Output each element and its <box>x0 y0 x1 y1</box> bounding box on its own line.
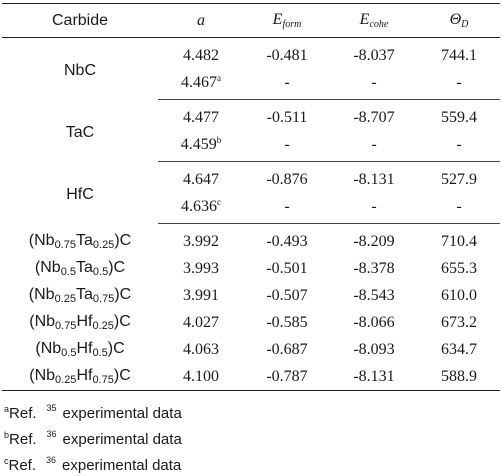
cell-e-cohe: -8.707 <box>353 108 395 126</box>
carbide-name-hfc: HfC <box>66 185 94 203</box>
exp-a-value: 4.467 <box>181 74 217 91</box>
cell-e-cohe: -8.093 <box>353 340 395 358</box>
header-e-symbol: E <box>272 11 283 28</box>
cell-e-form: -0.787 <box>244 363 330 391</box>
cell-theta: 634.7 <box>441 340 477 358</box>
table-row-tac-calc <box>2 100 500 132</box>
header-lattice-constant <box>158 4 244 38</box>
cell-theta: 710.4 <box>441 232 477 250</box>
footnote-marker: c <box>217 197 221 207</box>
cell-a-exp <box>158 131 244 162</box>
formula-part: (Nb <box>29 367 56 384</box>
formula-subscript: 0.5 <box>61 347 77 359</box>
formula-subscript: 0.25 <box>54 293 76 305</box>
cell-a: 3.991 <box>183 286 219 304</box>
header-formation-energy <box>244 4 330 38</box>
cell-a: 4.027 <box>183 313 219 331</box>
cell-e-form: -0.501 <box>266 259 308 277</box>
carbide-properties-table <box>2 3 500 391</box>
formula-part: (Nb <box>28 286 55 303</box>
header-e-symbol: E <box>359 11 370 28</box>
alloy-formula <box>2 363 158 391</box>
alloy-formula <box>2 309 158 336</box>
cell-theta: 744.1 <box>441 46 477 64</box>
cell-a: 4.482 <box>183 46 219 64</box>
cell-theta-exp: - <box>418 69 500 100</box>
cell-e-cohe: -8.037 <box>353 46 395 64</box>
footnote-mark: b <box>4 430 10 440</box>
footnote-marker: a <box>217 73 221 83</box>
formula-subscript: 0.75 <box>92 374 114 386</box>
formula-part: (Nb <box>34 259 61 276</box>
footnote-ref-number: 36 <box>46 455 57 465</box>
cell-e-form: -0.507 <box>266 286 308 304</box>
carbide-name-nbc: NbC <box>63 61 96 79</box>
formula-subscript: 0.25 <box>92 238 115 251</box>
footnote-marker: b <box>216 135 222 145</box>
table-row-alloy <box>2 336 500 363</box>
footnote-mark: a <box>4 404 10 414</box>
table-row-alloy <box>2 224 500 256</box>
alloy-formula <box>2 224 158 256</box>
cell-a-exp <box>158 69 244 100</box>
formula-part: )C <box>114 286 132 303</box>
formula-subscript: 0.5 <box>60 266 76 278</box>
table-row-alloy <box>2 255 500 282</box>
formula-subscript: 0.75 <box>55 320 77 332</box>
cell-e-cohe-exp: - <box>330 193 418 224</box>
formula-part: Ta <box>75 231 93 249</box>
cell-e-form: -0.493 <box>266 232 308 250</box>
cell-a: 3.993 <box>183 259 219 277</box>
formula-part: )C <box>114 231 132 249</box>
header-theta-subscript: D <box>461 19 469 30</box>
formula-part: )C <box>107 340 125 357</box>
footnote-c <box>4 450 182 476</box>
formula-part: Hf <box>76 367 93 384</box>
cell-e-cohe: -8.066 <box>353 313 395 331</box>
table-row-alloy <box>2 282 500 309</box>
cell-e-form: -0.511 <box>266 108 308 126</box>
cell-e-cohe: -8.131 <box>330 363 418 391</box>
alloy-formula <box>2 255 158 282</box>
table-header <box>2 4 500 38</box>
cell-e-form: -0.585 <box>266 313 308 331</box>
formula-part: Hf <box>76 313 93 330</box>
cell-a: 3.992 <box>183 232 219 250</box>
exp-a-value: 4.636 <box>181 198 217 215</box>
table-row-alloy <box>2 363 500 391</box>
footnote-mark: c <box>4 456 9 466</box>
cell-e-cohe-exp: - <box>330 69 418 100</box>
table-row-hfc-calc <box>2 162 500 194</box>
footnote-b <box>4 424 182 450</box>
cell-e-form-exp: - <box>244 69 330 100</box>
formula-part: (Nb <box>35 340 62 357</box>
cell-e-form: -0.687 <box>266 340 308 358</box>
formula-subscript: 0.25 <box>55 374 77 386</box>
cell-theta-exp: - <box>418 131 500 162</box>
formula-part: Ta <box>75 259 93 276</box>
cell-e-cohe-exp: - <box>330 131 418 162</box>
alloy-formula <box>2 336 158 363</box>
carbide-name-tac: TaC <box>65 123 95 141</box>
cell-e-cohe: -8.209 <box>353 232 395 250</box>
header-cohesive-energy <box>330 4 418 38</box>
cell-a: 4.100 <box>158 363 244 391</box>
formula-subscript: 0.25 <box>92 320 114 332</box>
cell-e-cohe: -8.543 <box>353 286 395 304</box>
cell-theta: 610.0 <box>441 286 477 304</box>
exp-a-value: 4.459 <box>180 136 217 153</box>
cell-theta: 655.3 <box>441 259 477 277</box>
cell-e-cohe: -8.378 <box>353 259 395 277</box>
formula-part: )C <box>108 259 126 276</box>
header-row <box>2 4 500 38</box>
footnote-ref-number: 35 <box>46 403 57 413</box>
cell-a: 4.477 <box>183 108 219 126</box>
formula-part: )C <box>113 367 131 384</box>
footnote-a <box>4 398 182 424</box>
header-debye-temperature <box>418 4 500 38</box>
footnote-ref: Ref. <box>9 405 37 422</box>
alloy-formula <box>2 282 158 309</box>
formula-part: Ta <box>75 286 93 303</box>
footnote-ref-number: 36 <box>46 429 57 439</box>
formula-subscript: 0.5 <box>92 266 109 278</box>
formula-part: Hf <box>76 340 93 357</box>
footnote-text: experimental data <box>62 457 182 474</box>
footnote-ref: Ref. <box>8 457 37 474</box>
header-form-subscript: form <box>282 19 302 30</box>
cell-theta-exp: - <box>418 193 500 224</box>
cell-e-form-exp: - <box>244 131 330 162</box>
header-a-symbol: a <box>197 11 205 29</box>
cell-theta: 559.4 <box>441 108 477 126</box>
cell-theta: 673.2 <box>441 313 477 331</box>
formula-subscript: 0.75 <box>54 238 76 251</box>
cell-e-form-exp: - <box>244 193 330 224</box>
header-cohe-subscript: cohe <box>369 19 389 30</box>
formula-part: )C <box>113 313 131 330</box>
footnote-text: experimental data <box>62 431 182 448</box>
formula-subscript: 0.75 <box>92 293 115 305</box>
cell-e-form: -0.876 <box>266 170 308 188</box>
formula-part: (Nb <box>29 313 56 330</box>
table-row-nbc-calc <box>2 38 500 70</box>
header-carbide: Carbide <box>2 4 158 38</box>
cell-theta: 588.9 <box>418 363 500 391</box>
table-row-alloy <box>2 309 500 336</box>
footnote-ref: Ref. <box>9 431 37 448</box>
cell-e-cohe: -8.131 <box>353 170 395 188</box>
cell-e-form: -0.481 <box>266 46 308 64</box>
cell-a-exp <box>158 193 244 224</box>
cell-theta: 527.9 <box>441 170 477 188</box>
table-footnotes <box>4 398 182 476</box>
header-theta-symbol: Θ <box>449 11 462 28</box>
cell-a: 4.063 <box>183 340 219 358</box>
table-body <box>2 38 500 391</box>
cell-a: 4.647 <box>183 170 219 188</box>
formula-part: (Nb <box>28 231 55 249</box>
formula-subscript: 0.5 <box>92 347 108 359</box>
footnote-text: experimental data <box>62 405 182 422</box>
